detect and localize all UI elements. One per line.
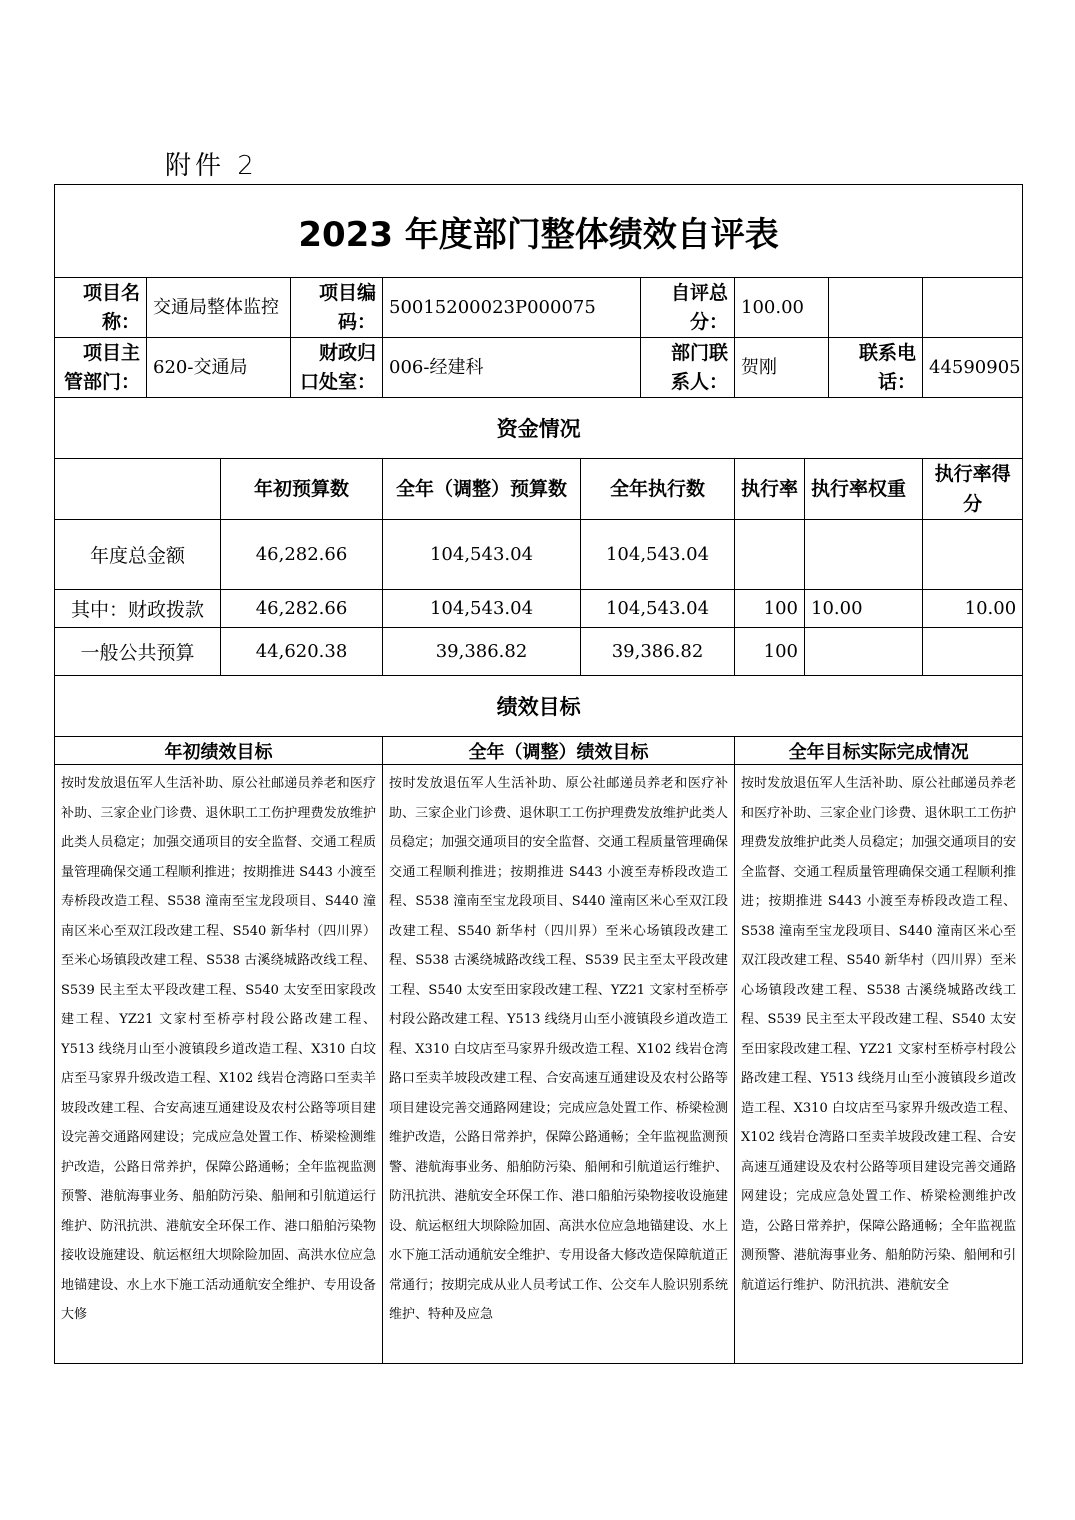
rate-weight xyxy=(805,628,923,676)
initial-budget: 46,282.66 xyxy=(221,520,383,590)
row-label: 一般公共预算 xyxy=(55,628,221,676)
adjusted-budget: 39,386.82 xyxy=(383,628,581,676)
rate-score xyxy=(923,628,1023,676)
goals-section-title: 绩效目标 xyxy=(55,676,1023,737)
col-header: 年初预算数 xyxy=(221,459,383,520)
table-title: 2023 年度部门整体绩效自评表 xyxy=(55,185,1023,278)
phone-value: 44590905 xyxy=(923,338,1023,398)
self-evaluation-table xyxy=(54,184,1023,1364)
table-row xyxy=(55,590,1023,628)
project-name-label: 项目名 称： xyxy=(55,278,147,338)
rate-score xyxy=(923,520,1023,590)
executed-amount: 104,543.04 xyxy=(581,590,735,628)
goal-header-adjusted: 全年（调整）绩效目标 xyxy=(383,737,735,765)
contact-value: 贺刚 xyxy=(735,338,829,398)
contact-label: 部门联 系人： xyxy=(641,338,735,398)
empty-cell xyxy=(829,278,923,338)
goal-header-initial: 年初绩效目标 xyxy=(55,737,383,765)
project-code-value: 50015200023P000075 xyxy=(383,278,641,338)
dept-value: 620-交通局 xyxy=(147,338,291,398)
funds-section-title: 资金情况 xyxy=(55,398,1023,459)
col-header: 执行率权重 xyxy=(805,459,923,520)
execution-rate: 100 xyxy=(735,628,805,676)
project-name-value: 交通局整体监控 xyxy=(147,278,291,338)
project-code-label: 项目编 码： xyxy=(291,278,383,338)
actual-completion-text: 按时发放退伍军人生活补助、原公社邮递员养老和医疗补助、三家企业门诊费、退休职工工伤护理费发放维护此类人员稳定；加强交通项目的安全监督、交通工程质量管理确保交通工程顺利推进；按期推进 S443 小渡至寿桥段改造工程、S538 潼南至宝龙段项目、S440 潼南区米心至双江段改建工程、S540 新华村（四川界）至米心场镇段改建工程、S538 古溪绕城路改线工程、S539 民主至太平段改建工程、S540 太安至田家段改建工程、YZ21 文家村至桥亭村段公路改建工程、Y513 线绕月山至小渡镇段乡道改造工程、X310 白坟店至马家界升级改造工程、X102 线岩仓湾路口至卖羊坡段改建工程、合安高速互通建设及农村公路等项目建设完善交通路网建设；完成应急处置工作、桥梁检测维护改造，公路日常养护，保障公路通畅；全年监视监测预警、港航海事业务、船舶防污染、船闸和引航道运行维护、防汛抗洪、港航安全 xyxy=(735,765,1023,1364)
initial-goal-text: 按时发放退伍军人生活补助、原公社邮递员养老和医疗补助、三家企业门诊费、退休职工工伤护理费发放维护此类人员稳定；加强交通项目的安全监督、交通工程质量管理确保交通工程顺利推进；按期推进 S443 小渡至寿桥段改造工程、S538 潼南至宝龙段项目、S440 潼南区米心至双江段改建工程、S540 新华村（四川界）至米心场镇段改建工程、S538 古溪绕城路改线工程、S539 民主至太平段改建工程、S540 太安至田家段改建工程、YZ21 文家村至桥亭村段公路改建工程、Y513 线绕月山至小渡镇段乡道改造工程、X310 白坟店至马家界升级改造工程、X102 线岩仓湾路口至卖羊坡段改建工程、合安高速互通建设及农村公路等项目建设完善交通路网建设；完成应急处置工作、桥梁检测维护改造，公路日常养护，保障公路通畅；全年监视监测预警、港航海事业务、船舶防污染、船闸和引航道运行维护、防汛抗洪、港航安全环保工作、港口船舶污染物接收设施建设、航运枢纽大坝除险加固、高洪水位应急地锚建设、水上水下施工活动通航安全维护、专用设备大修 xyxy=(55,765,383,1364)
finance-office-label: 财政归 口处室： xyxy=(291,338,383,398)
col-header: 全年执行数 xyxy=(581,459,735,520)
col-header: 全年（调整）预算数 xyxy=(383,459,581,520)
adjusted-budget: 104,543.04 xyxy=(383,590,581,628)
empty-cell xyxy=(923,278,1023,338)
dept-label: 项目主 管部门： xyxy=(55,338,147,398)
col-header: 执行率得分 xyxy=(923,459,1023,520)
self-score-label: 自评总 分： xyxy=(641,278,735,338)
adjusted-budget: 104,543.04 xyxy=(383,520,581,590)
initial-budget: 44,620.38 xyxy=(221,628,383,676)
table-row xyxy=(55,628,1023,676)
table-row xyxy=(55,520,1023,590)
rate-weight: 10.00 xyxy=(805,590,923,628)
execution-rate: 100 xyxy=(735,590,805,628)
row-label: 年度总金额 xyxy=(55,520,221,590)
attachment-label: 附件 2 xyxy=(165,151,258,181)
finance-office-value: 006-经建科 xyxy=(383,338,641,398)
executed-amount: 39,386.82 xyxy=(581,628,735,676)
phone-label: 联系电 话： xyxy=(829,338,923,398)
execution-rate xyxy=(735,520,805,590)
initial-budget: 46,282.66 xyxy=(221,590,383,628)
executed-amount: 104,543.04 xyxy=(581,520,735,590)
rate-score: 10.00 xyxy=(923,590,1023,628)
row-label: 其中：财政拨款 xyxy=(55,590,221,628)
goal-header-actual: 全年目标实际完成情况 xyxy=(735,737,1023,765)
empty-cell xyxy=(55,459,221,520)
col-header: 执行率 xyxy=(735,459,805,520)
self-score-value: 100.00 xyxy=(735,278,829,338)
adjusted-goal-text: 按时发放退伍军人生活补助、原公社邮递员养老和医疗补助、三家企业门诊费、退休职工工伤护理费发放维护此类人员稳定；加强交通项目的安全监督、交通工程质量管理确保交通工程顺利推进；按期推进 S443 小渡至寿桥段改造工程、S538 潼南至宝龙段项目、S440 潼南区米心至双江段改建工程、S540 新华村（四川界）至米心场镇段改建工程、S538 古溪绕城路改线工程、S539 民主至太平段改建工程、S540 太安至田家段改建工程、YZ21 文家村至桥亭村段公路改建工程、Y513 线绕月山至小渡镇段乡道改造工程、X310 白坟店至马家界升级改造工程、X102 线岩仓湾路口至卖羊坡段改建工程、合安高速互通建设及农村公路等项目建设完善交通路网建设；完成应急处置工作、桥梁检测维护改造，公路日常养护，保障公路通畅；全年监视监测预警、港航海事业务、船舶防污染、船闸和引航道运行维护、防汛抗洪、港航安全环保工作、港口船舶污染物接收设施建设、航运枢纽大坝除险加固、高洪水位应急地锚建设、水上水下施工活动通航安全维护、专用设备大修改造保障航道正常通行；按期完成从业人员考试工作、公交车人脸识别系统维护、特种及应急 xyxy=(383,765,735,1364)
rate-weight xyxy=(805,520,923,590)
